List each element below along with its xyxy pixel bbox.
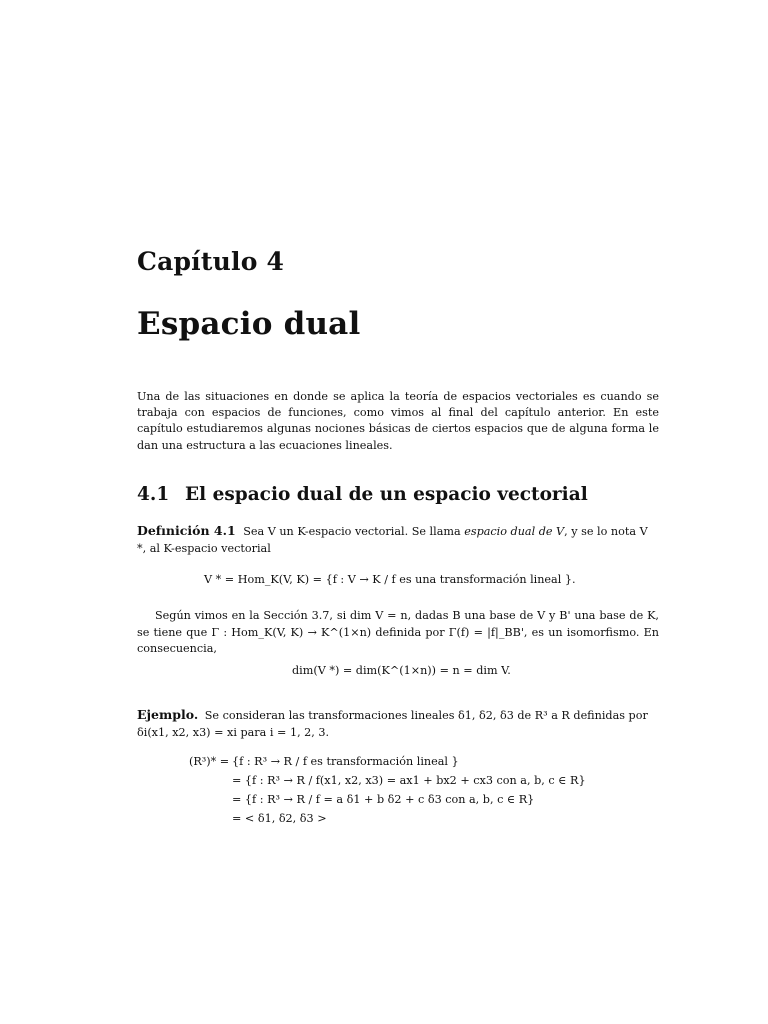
example-line-4: = < δ1, δ2, δ3 > [232, 812, 327, 825]
definition-text-after: , y se lo nota V *, al K-espacio vectorial [137, 525, 648, 555]
example-line-1: {f : R³ → R / f es transformación lineal } [232, 755, 459, 768]
example-lead: Ejemplo. [137, 707, 199, 722]
definition-lead: Defınición 4.1 [137, 523, 236, 538]
example-text: Se consideran las transformaciones lineales δ1, δ2, δ3 de R³ a R definidas por δi(x1, x2, x3) = xi para i = 1, 2, 3. [137, 709, 648, 739]
example-line-2: = {f : R³ → R / f(x1, x2, x3) = ax1 + bx2 + cx3 con a, b, c ∈ R} [232, 774, 586, 787]
section-heading [137, 484, 659, 505]
section-number: 4.1 [137, 484, 170, 505]
example-block [137, 706, 659, 741]
dimension-equation: dim(V *) = dim(K^(1×n)) = n = dim V. [292, 664, 511, 677]
intro-paragraph: Una de las situaciones en donde se aplica la teoría de espacios vectoriales es cuando se trabaja con espacios de funciones, como vimos al final del capítulo anterior. En este capítulo estudiaremos algunas nociones básicas de ciertos espacios que de alguna forma le dan una estructura a las ecuaciones lineales. [137, 390, 659, 452]
definition-term: espacio dual de V [464, 525, 565, 538]
isomorphism-paragraph: Según vimos en la Sección 3.7, si dim V = n, dadas B una base de V y B' una base de K, se tiene que Γ : Hom_K(V, K) → K^(1×n) definida por Γ(f) = |f|_BB', es un isomorfismo. En consecuencia, [137, 609, 659, 655]
example-lhs: (R³)* = [189, 755, 230, 768]
definition-text-before: Sea V un K-espacio vectorial. Se llama [243, 525, 465, 538]
chapter-label: Capítulo 4 [137, 247, 285, 276]
section-title: El espacio dual de un espacio vectorial [185, 484, 588, 505]
example-line-3: = {f : R³ → R / f = a δ1 + b δ2 + c δ3 con a, b, c ∈ R} [232, 793, 535, 806]
definition-4-1 [137, 523, 659, 557]
chapter-title: Espacio dual [137, 306, 361, 342]
dual-space-equation: V * = Hom_K(V, K) = {f : V → K / f es una transformación lineal }. [204, 573, 576, 586]
